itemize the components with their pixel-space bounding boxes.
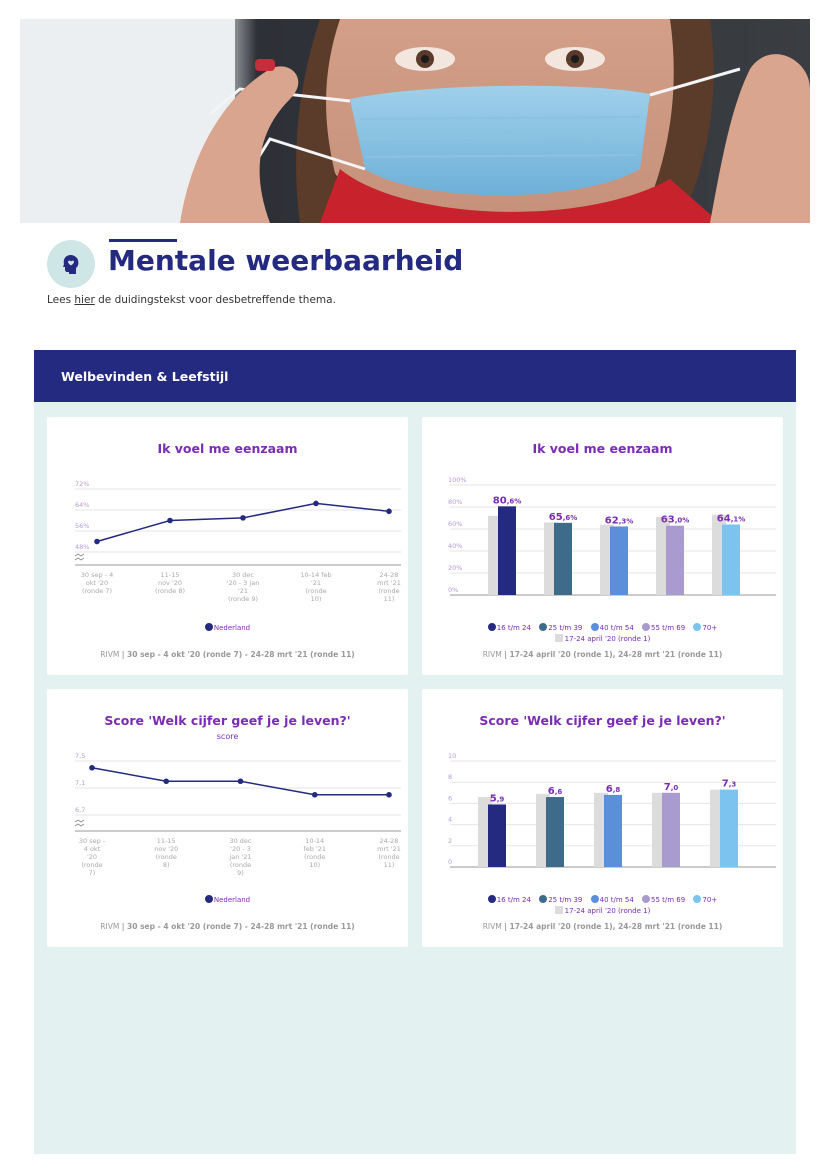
data-point xyxy=(167,518,173,524)
chart-title: Score 'Welk cijfer geef je je leven?' xyxy=(104,713,351,728)
y-tick-label: 72% xyxy=(75,480,90,488)
chart-card-cijfer-line xyxy=(47,689,408,947)
intro-link-hier[interactable]: hier xyxy=(74,294,95,306)
y-tick-label: 0 xyxy=(448,858,453,866)
x-tick-label: 10-14 feb '21 (ronde 10) xyxy=(300,571,332,603)
dashboard-panel xyxy=(34,350,796,1154)
legend-item-group-1: 16 t/m 24 xyxy=(488,895,531,904)
hero-photo-face-mask xyxy=(20,19,810,223)
y-tick-label: 8 xyxy=(448,773,453,782)
y-tick-label: 100% xyxy=(448,476,467,484)
title-accent-line xyxy=(109,239,177,242)
y-tick-label: 56% xyxy=(75,522,90,530)
y-tick-label: 48% xyxy=(75,543,90,551)
x-tick-label: 11-15 nov '20 (ronde 8) xyxy=(154,837,179,869)
y-tick-label: 2 xyxy=(448,836,453,845)
bar-current xyxy=(498,506,516,595)
y-tick-label: 6,7 xyxy=(75,806,86,814)
section-title: Welbevinden & Leefstijl xyxy=(61,369,229,384)
data-point xyxy=(386,509,392,515)
bar-current xyxy=(604,795,622,867)
y-tick-label: 4 xyxy=(448,815,453,824)
section-header xyxy=(34,350,796,402)
legend-dot xyxy=(205,623,213,631)
chart-source: RIVM | 17-24 april '20 (ronde 1), 24-28 mrt '21 (ronde 11) xyxy=(482,922,723,931)
data-point xyxy=(163,778,169,784)
x-tick-label: 10-14 feb '21 (ronde 10) xyxy=(303,837,327,869)
chart-legend xyxy=(47,623,408,632)
chart-legend xyxy=(422,623,783,643)
y-tick-label: 7,5 xyxy=(75,752,86,760)
page-title: Mentale weerbaarheid xyxy=(108,244,464,277)
chart-title: Ik voel me eenzaam xyxy=(532,441,673,456)
data-point xyxy=(386,792,392,798)
x-tick-label: 30 sep - 4 okt '20 (ronde 7) xyxy=(80,571,114,595)
legend-item-group-3: 40 t/m 54 xyxy=(591,623,634,632)
data-label: 62,3% xyxy=(604,515,634,527)
legend-dot xyxy=(205,895,213,903)
x-tick-label: 30 sep -4 okt '20 (ronde 7) xyxy=(78,837,106,877)
y-tick-label: 80% xyxy=(448,498,463,506)
x-tick-label: 11-15 nov '20 (ronde 8) xyxy=(154,571,186,595)
y-tick-label: 20% xyxy=(448,564,463,572)
line-chart-eenzaam xyxy=(47,417,408,675)
chart-title: Score 'Welk cijfer geef je je leven?' xyxy=(479,713,726,728)
x-tick-label: 30 dec '20 - 3 jan '21 (ronde 9) xyxy=(229,837,252,877)
legend-baseline: 17-24 april '20 (ronde 1) xyxy=(422,634,783,643)
legend-item-group-2: 25 t/m 39 xyxy=(539,895,582,904)
data-label: 6,6 xyxy=(547,786,563,798)
y-tick-label: 40% xyxy=(448,542,463,550)
chart-source: RIVM | 30 sep - 4 okt '20 (ronde 7) - 24-28 mrt '21 (ronde 11) xyxy=(100,922,355,931)
mental-health-icon xyxy=(47,240,95,288)
data-label: 80,6% xyxy=(492,495,522,507)
data-point xyxy=(89,765,95,771)
data-point xyxy=(240,515,246,521)
data-label: 7,3 xyxy=(721,778,737,790)
y-tick-label: 64% xyxy=(75,501,90,509)
x-tick-label: 30 dec '20 - 3 jan '21 (ronde 9) xyxy=(226,571,260,603)
chart-subtitle: score xyxy=(216,732,239,741)
y-tick-label: 10 xyxy=(448,752,457,760)
intro-text: Lees hier de duidingstekst voor desbetreffende thema. xyxy=(47,294,336,306)
legend-item-group-2: 25 t/m 39 xyxy=(539,623,582,632)
legend-item-group-5: 70+ xyxy=(693,623,717,632)
legend-item-nederland: Nederland xyxy=(205,895,250,904)
chart-card-eenzaam-line xyxy=(47,417,408,675)
bar-current xyxy=(722,524,740,595)
data-label: 63,0% xyxy=(660,514,690,526)
bar-current xyxy=(720,790,738,867)
bar-current xyxy=(662,793,680,867)
bar-current xyxy=(546,797,564,867)
data-label: 5,9 xyxy=(489,793,505,805)
legend-item-group-4: 55 t/m 69 xyxy=(642,623,685,632)
legend-item-group-3: 40 t/m 54 xyxy=(591,895,634,904)
data-label: 7,0 xyxy=(663,781,679,793)
data-point xyxy=(238,778,244,784)
legend-item-nederland: Nederland xyxy=(205,623,250,632)
legend-baseline: 17-24 april '20 (ronde 1) xyxy=(422,906,783,915)
y-tick-label: 60% xyxy=(448,520,463,528)
bar-current xyxy=(610,526,628,595)
legend-groups xyxy=(422,895,783,904)
bar-current xyxy=(488,804,506,867)
axis-break-icon xyxy=(75,820,84,826)
bar-current xyxy=(554,523,572,595)
axis-break-icon xyxy=(75,554,84,560)
data-point xyxy=(94,539,100,545)
chart-legend xyxy=(422,895,783,915)
data-point xyxy=(312,792,318,798)
x-tick-label: 24-28 mrt '21 (ronde 11) xyxy=(377,837,401,869)
data-label: 64,1% xyxy=(716,513,746,525)
legend-item-group-4: 55 t/m 69 xyxy=(642,895,685,904)
chart-source: RIVM | 30 sep - 4 okt '20 (ronde 7) - 24-28 mrt '21 (ronde 11) xyxy=(100,650,355,659)
chart-card-cijfer-bar xyxy=(422,689,783,947)
legend-groups xyxy=(422,623,783,632)
data-label: 65,6% xyxy=(548,511,578,523)
y-tick-label: 0% xyxy=(448,586,459,594)
legend-item-group-1: 16 t/m 24 xyxy=(488,623,531,632)
head-heart-icon xyxy=(60,253,82,275)
bar-current xyxy=(666,526,684,595)
data-label: 6,8 xyxy=(605,783,621,795)
data-point xyxy=(313,501,319,507)
chart-title: Ik voel me eenzaam xyxy=(157,441,298,456)
line-chart-cijfer xyxy=(47,689,408,947)
hero-image xyxy=(20,19,810,223)
chart-source: RIVM | 17-24 april '20 (ronde 1), 24-28 mrt '21 (ronde 11) xyxy=(482,650,723,659)
chart-legend xyxy=(47,895,408,904)
y-tick-label: 6 xyxy=(448,794,453,803)
x-tick-label: 24-28 mrt '21 (ronde 11) xyxy=(377,571,401,603)
legend-item-group-5: 70+ xyxy=(693,895,717,904)
chart-card-eenzaam-bar xyxy=(422,417,783,675)
y-tick-label: 7,1 xyxy=(75,779,86,787)
series-line-nederland xyxy=(97,503,389,541)
